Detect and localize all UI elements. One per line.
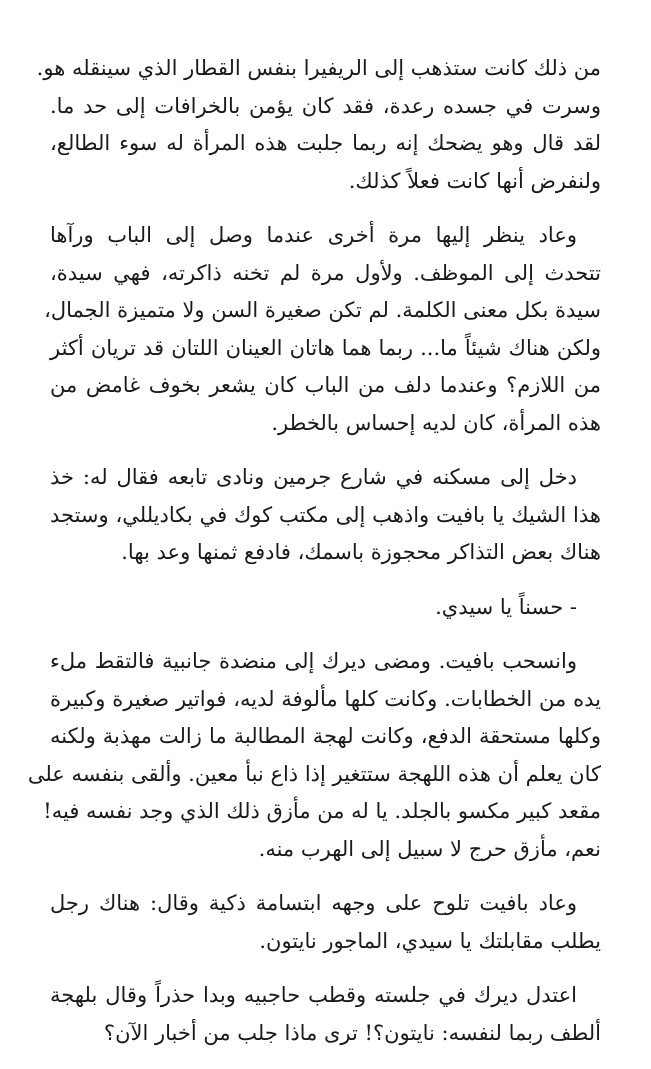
paragraph-3 [50,459,601,572]
text-line: يطلب مقابلتك يا سيدي، الماجور نايتون. [259,928,601,953]
paragraph-7 [50,977,601,1052]
text-line: يده من الخطابات. وكانت كلها مألوفة لديه، فواتير صغيرة وكبيرة [50,686,601,711]
text-line: وانسحب بافيت. ومضى ديرك إلى منضدة جانبية فالتقط ملء [50,649,577,673]
paragraph-4 [50,589,601,627]
book-page [27,50,601,1069]
text-line: وعاد ينظر إليها مرة أخرى عندما وصل إلى الباب ورآها [50,223,577,247]
text-line: ولكن هناك شيئاً ما... ربما هما هاتان العينان اللتان قد تريان أكثر [50,335,601,360]
text-line: دخل إلى مسكنه في شارع جرمين ونادى تابعه فقال له: خذ [50,465,577,489]
text-line: نعم، مأزق حرج لا سبيل إلى الهرب منه. [258,836,601,861]
text-line: تتحدث إلى الموظف. ولأول مرة لم تخنه ذاكرته، فهي سيدة، [50,260,601,285]
text-line: وكلها مستحقة الدفع، وكانت لهجة المطالبة ما زالت مهذبة ولكنه [50,724,601,748]
paragraph-6 [50,885,601,960]
text-line: لقد قال وهو يضحك إنه ربما جلبت هذه المرأة له سوء الطالع، [50,131,601,155]
text-line: مقعد كبير مكسو بالجلد. يا له من مأزق ذلك الذي وجد نفسه فيه! [43,799,601,823]
paragraph-5 [27,643,601,868]
paragraph-1 [36,50,601,200]
text-line: سيدة بكل معنى الكلمة. لم تكن صغيرة السن ولا متميزة الجمال، [44,298,601,322]
text-line: ألطف ربما لنفسه: نايتون؟! ترى ماذا جلب من أخبار الآن؟ [103,1020,601,1045]
text-line: من ذلك كانت ستذهب إلى الريفيرا بنفس القطار الذي سينقله هو. [36,56,601,80]
text-line: من اللازم؟ وعندما دلف من الباب كان يشعر بخوف غامض من [50,373,601,397]
text-line: اعتدل ديرك في جلسته وقطب حاجبيه وبدا حذراً وقال بلهجة [50,983,577,1007]
paragraph-2 [44,217,601,442]
text-line: هذا الشيك يا بافيت واذهب إلى مكتب كوك في بكاديللي، وستجد [50,502,601,527]
text-line: وعاد بافيت تلوح على وجهه ابتسامة ذكية وقال: هناك رجل [50,891,577,915]
text-line: - حسناً يا سيدي. [435,594,577,619]
text-line: هناك بعض التذاكر محجوزة باسمك، فادفع ثمنها وعد بها. [121,540,601,564]
text-line: ولنفرض أنها كانت فعلاً كذلك. [348,168,601,193]
text-line: كان يعلم أن هذه اللهجة ستتغير إذا ذاع نبأ معين. وألقى بنفسه على [27,761,601,786]
text-line: هذه المرأة، كان لديه إحساس بالخطر. [271,410,601,435]
text-line: وسرت في جسده رعدة، فقد كان يؤمن بالخرافات إلى حد ما. [50,93,601,118]
